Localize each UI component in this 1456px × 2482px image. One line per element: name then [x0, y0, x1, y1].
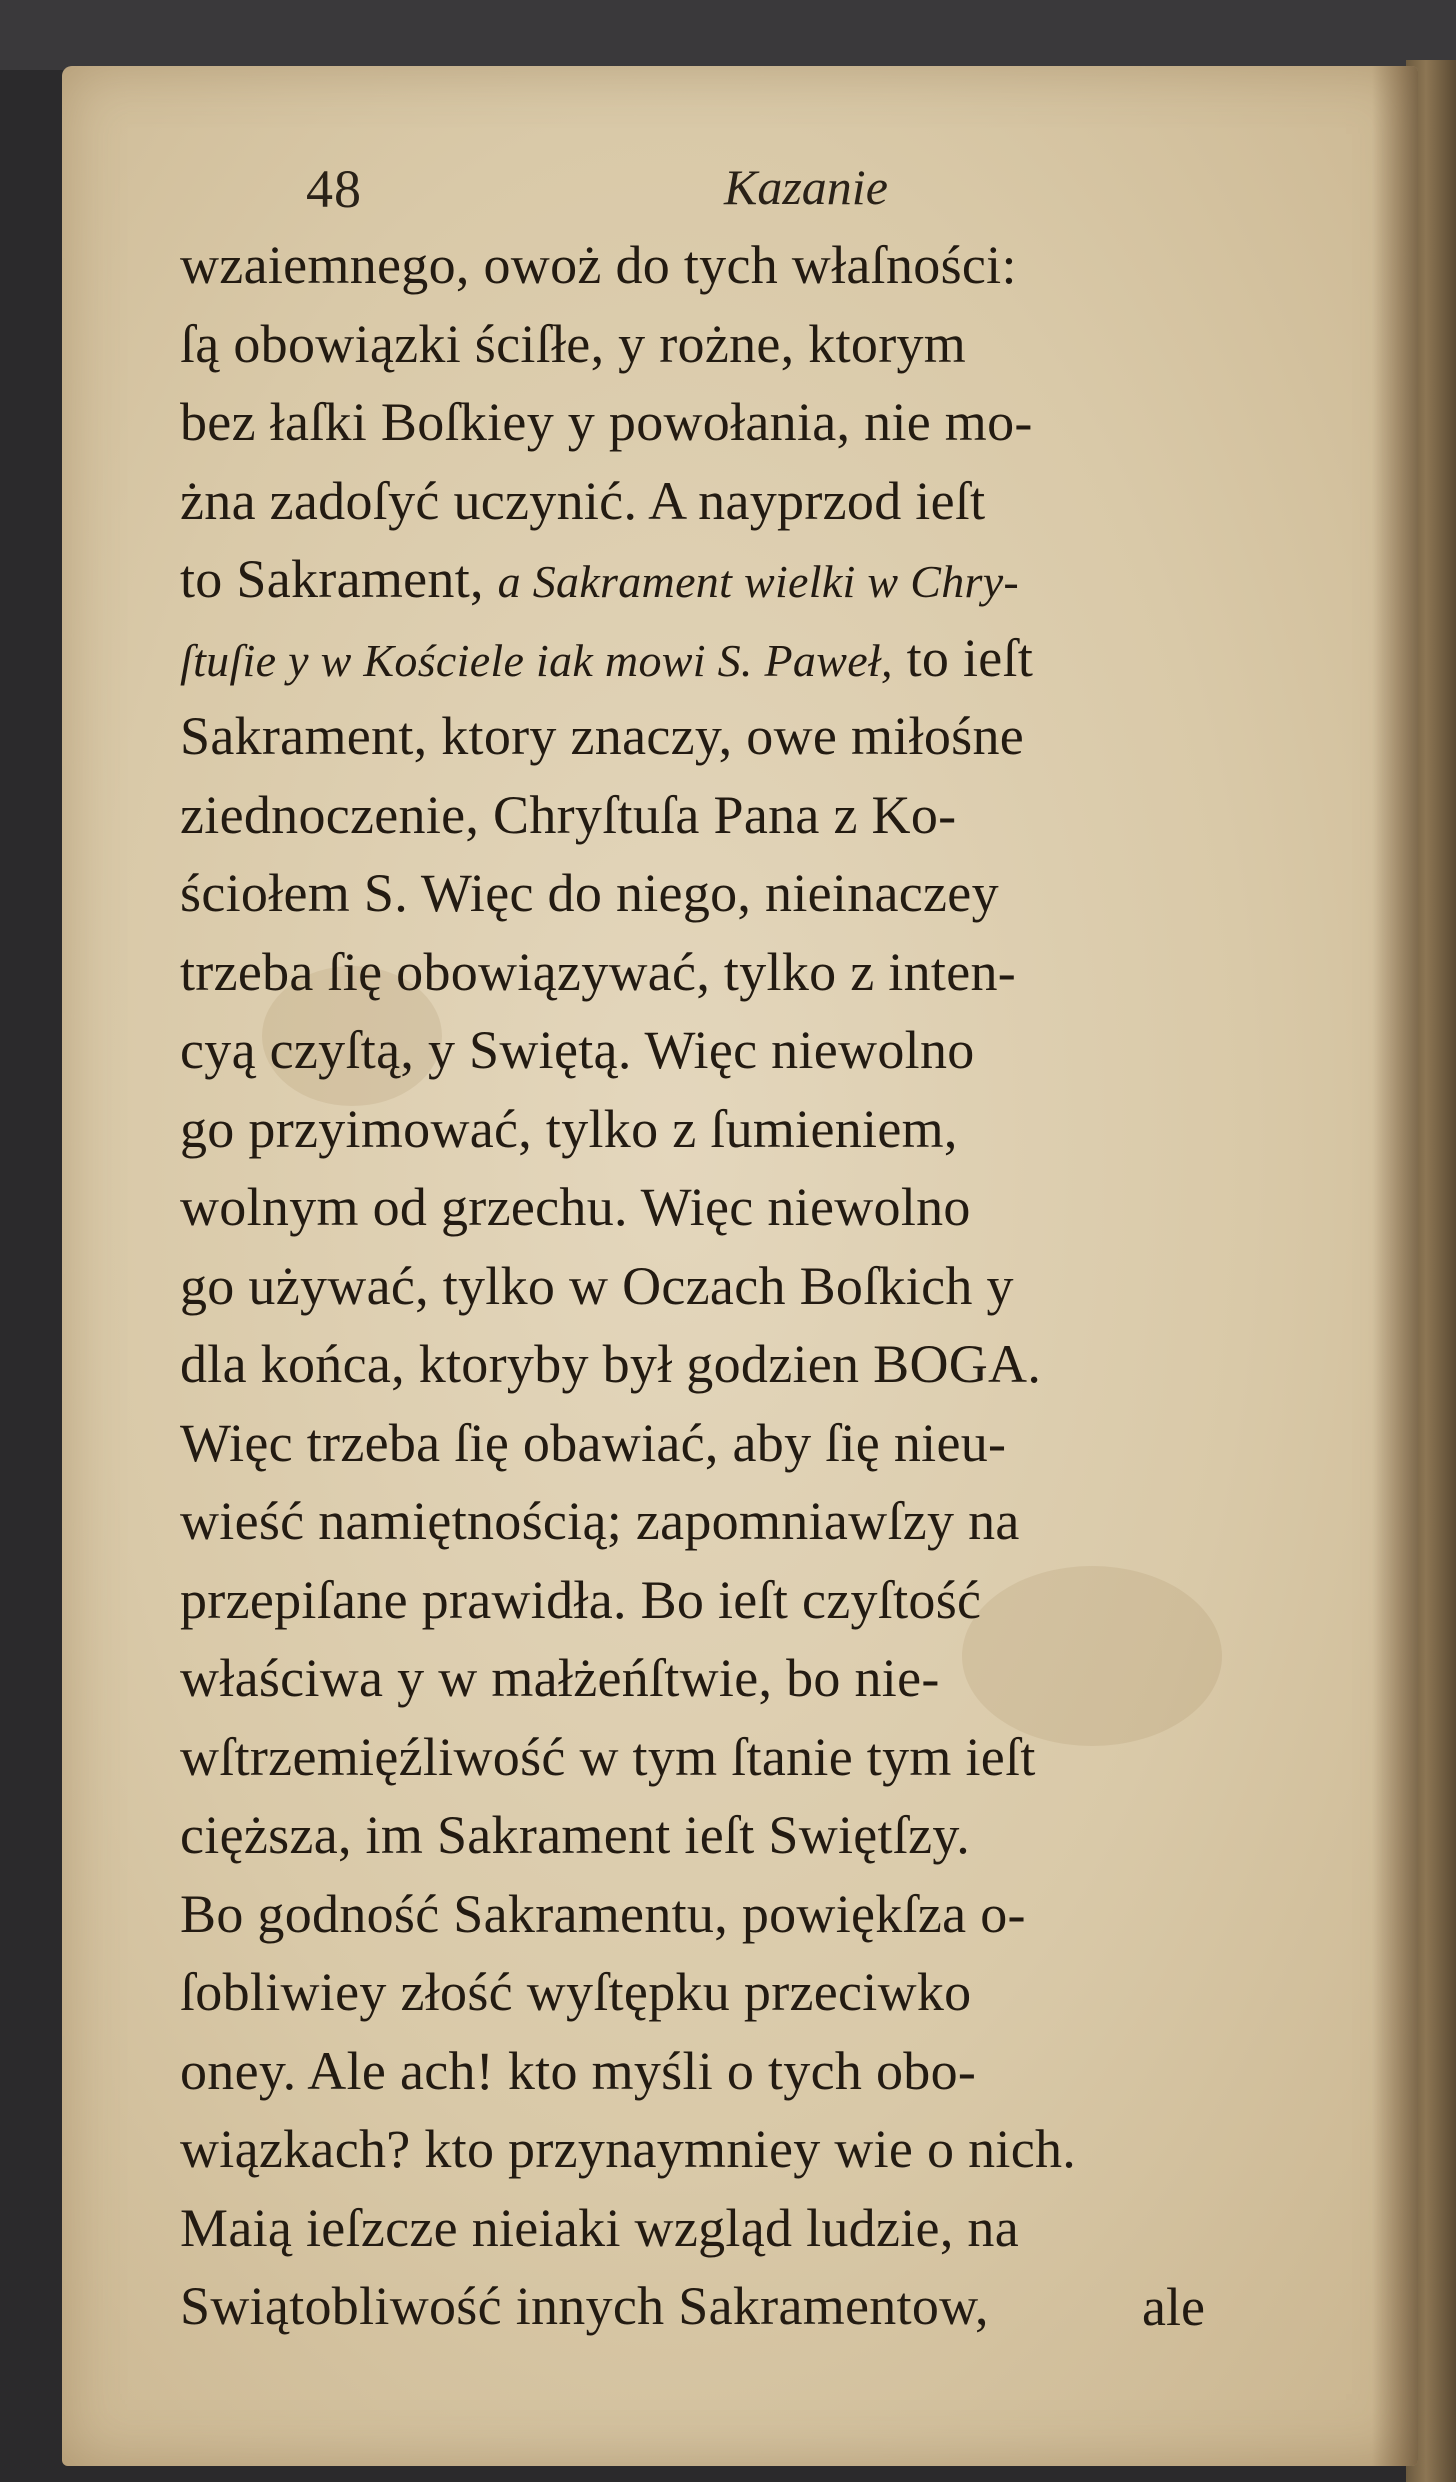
- text-line-content: ſobliwiey złość wyſtępku przeciwko: [180, 1962, 972, 2022]
- text-line: [180, 1011, 1368, 1090]
- text-line-content: go używać, tylko w Oczach Boſkich y: [180, 1255, 1014, 1316]
- text-line: [180, 462, 1368, 541]
- text-line-content: Maią ieſzcze nieiaki wzgląd ludzie, na: [180, 2197, 1019, 2258]
- text-line-content: właściwa y w małżeńſtwie, bo nie-: [180, 1648, 940, 1708]
- text-line: [180, 1639, 1368, 1718]
- text-line: [180, 1090, 1368, 1169]
- text-line-content: cięższa, im Sakrament ieſt Swiętſzy.: [180, 1805, 971, 1865]
- text-line: [180, 1561, 1368, 1640]
- text-line: [180, 933, 1368, 1012]
- text-line-content: Więc trzeba ſię obawiać, aby ſię nieu-: [180, 1412, 1007, 1473]
- text-line: [180, 1168, 1368, 1247]
- text-line-content: wieść namiętnością; zapomniawſzy na: [180, 1491, 1020, 1551]
- text-line-content: ſą obowiązki ściſłe, y rożne, ktorym: [180, 313, 967, 374]
- text-line-content: cyą czyſtą, y Swiętą. Więc niewolno: [180, 1020, 975, 1080]
- text-line: [180, 2110, 1368, 2189]
- text-line-content: Bo godność Sakramentu, powiękſza o-: [180, 1883, 1026, 1944]
- text-line: [180, 1796, 1368, 1875]
- text-line-content: wzaiemnego, owoż do tych właſności:: [180, 235, 1017, 295]
- text-line-roman: to ieſt: [892, 627, 1034, 688]
- page-gutter-shadow: [1372, 66, 1418, 2466]
- text-line-content: wolnym od grzechu. Więc niewolno: [180, 1177, 971, 1237]
- text-line: [180, 1247, 1368, 1326]
- catchword: ale: [1142, 2277, 1205, 2337]
- text-line: [180, 1404, 1368, 1483]
- text-line-content: wiązkach? kto przynaymniey wie o nich.: [180, 2119, 1077, 2179]
- text-line: [180, 540, 1368, 619]
- text-line-roman: to Sakrament,: [180, 549, 498, 609]
- text-line-content: przepiſane prawidła. Bo ieſt czyſtość: [180, 1569, 982, 1630]
- text-line: [180, 1482, 1368, 1561]
- page-header: [62, 158, 1418, 228]
- book-page: [62, 66, 1418, 2466]
- text-line: [180, 776, 1368, 855]
- text-line-italic-quote: a Sakrament wielki w Chry-: [497, 556, 1020, 607]
- text-line-content: ściołem S. Więc do niego, nieinaczey: [180, 863, 999, 923]
- scan-backdrop: [0, 0, 1456, 70]
- text-line: [180, 305, 1368, 384]
- page-number: 48: [306, 159, 362, 219]
- text-line: [180, 697, 1368, 776]
- text-line-content: żna zadoſyć uczynić. A nayprzod ieſt: [180, 470, 986, 531]
- text-line-content: Swiątobliwość innych Sakramentow,: [180, 2276, 989, 2336]
- text-line: [180, 1953, 1368, 2032]
- text-line: [180, 383, 1368, 462]
- text-line-content: bez łaſki Boſkiey y powołania, nie mo-: [180, 392, 1033, 452]
- text-line-content: oney. Ale ach! kto myśli o tych obo-: [180, 2040, 977, 2101]
- text-line: [180, 2189, 1368, 2268]
- text-line: [180, 1325, 1368, 1404]
- text-line: [180, 854, 1368, 933]
- text-line-content: go przyimować, tylko z ſumieniem,: [180, 1098, 958, 1159]
- text-line-content: dla końca, ktoryby był godzien BOGA.: [180, 1334, 1042, 1394]
- text-line: [180, 2032, 1368, 2111]
- text-line-content: wſtrzemięźliwość w tym ſtanie tym ieſt: [180, 1726, 1036, 1787]
- text-line-content: Sakrament, ktory znaczy, owe miłośne: [180, 706, 1025, 766]
- running-title: Kazanie: [724, 159, 888, 215]
- body-text: [180, 226, 1368, 2346]
- text-line-content: ziednoczenie, Chryſtuſa Pana z Ko-: [180, 784, 957, 845]
- text-line: [180, 1718, 1368, 1797]
- text-line: [180, 1875, 1368, 1954]
- text-line-content: trzeba ſię obowiązywać, tylko z inten-: [180, 941, 1017, 1002]
- text-line-italic-quote: ſtuſie y w Kościele iak mowi S. Paweł,: [180, 634, 893, 686]
- text-line: [180, 226, 1368, 305]
- text-line: [180, 619, 1368, 698]
